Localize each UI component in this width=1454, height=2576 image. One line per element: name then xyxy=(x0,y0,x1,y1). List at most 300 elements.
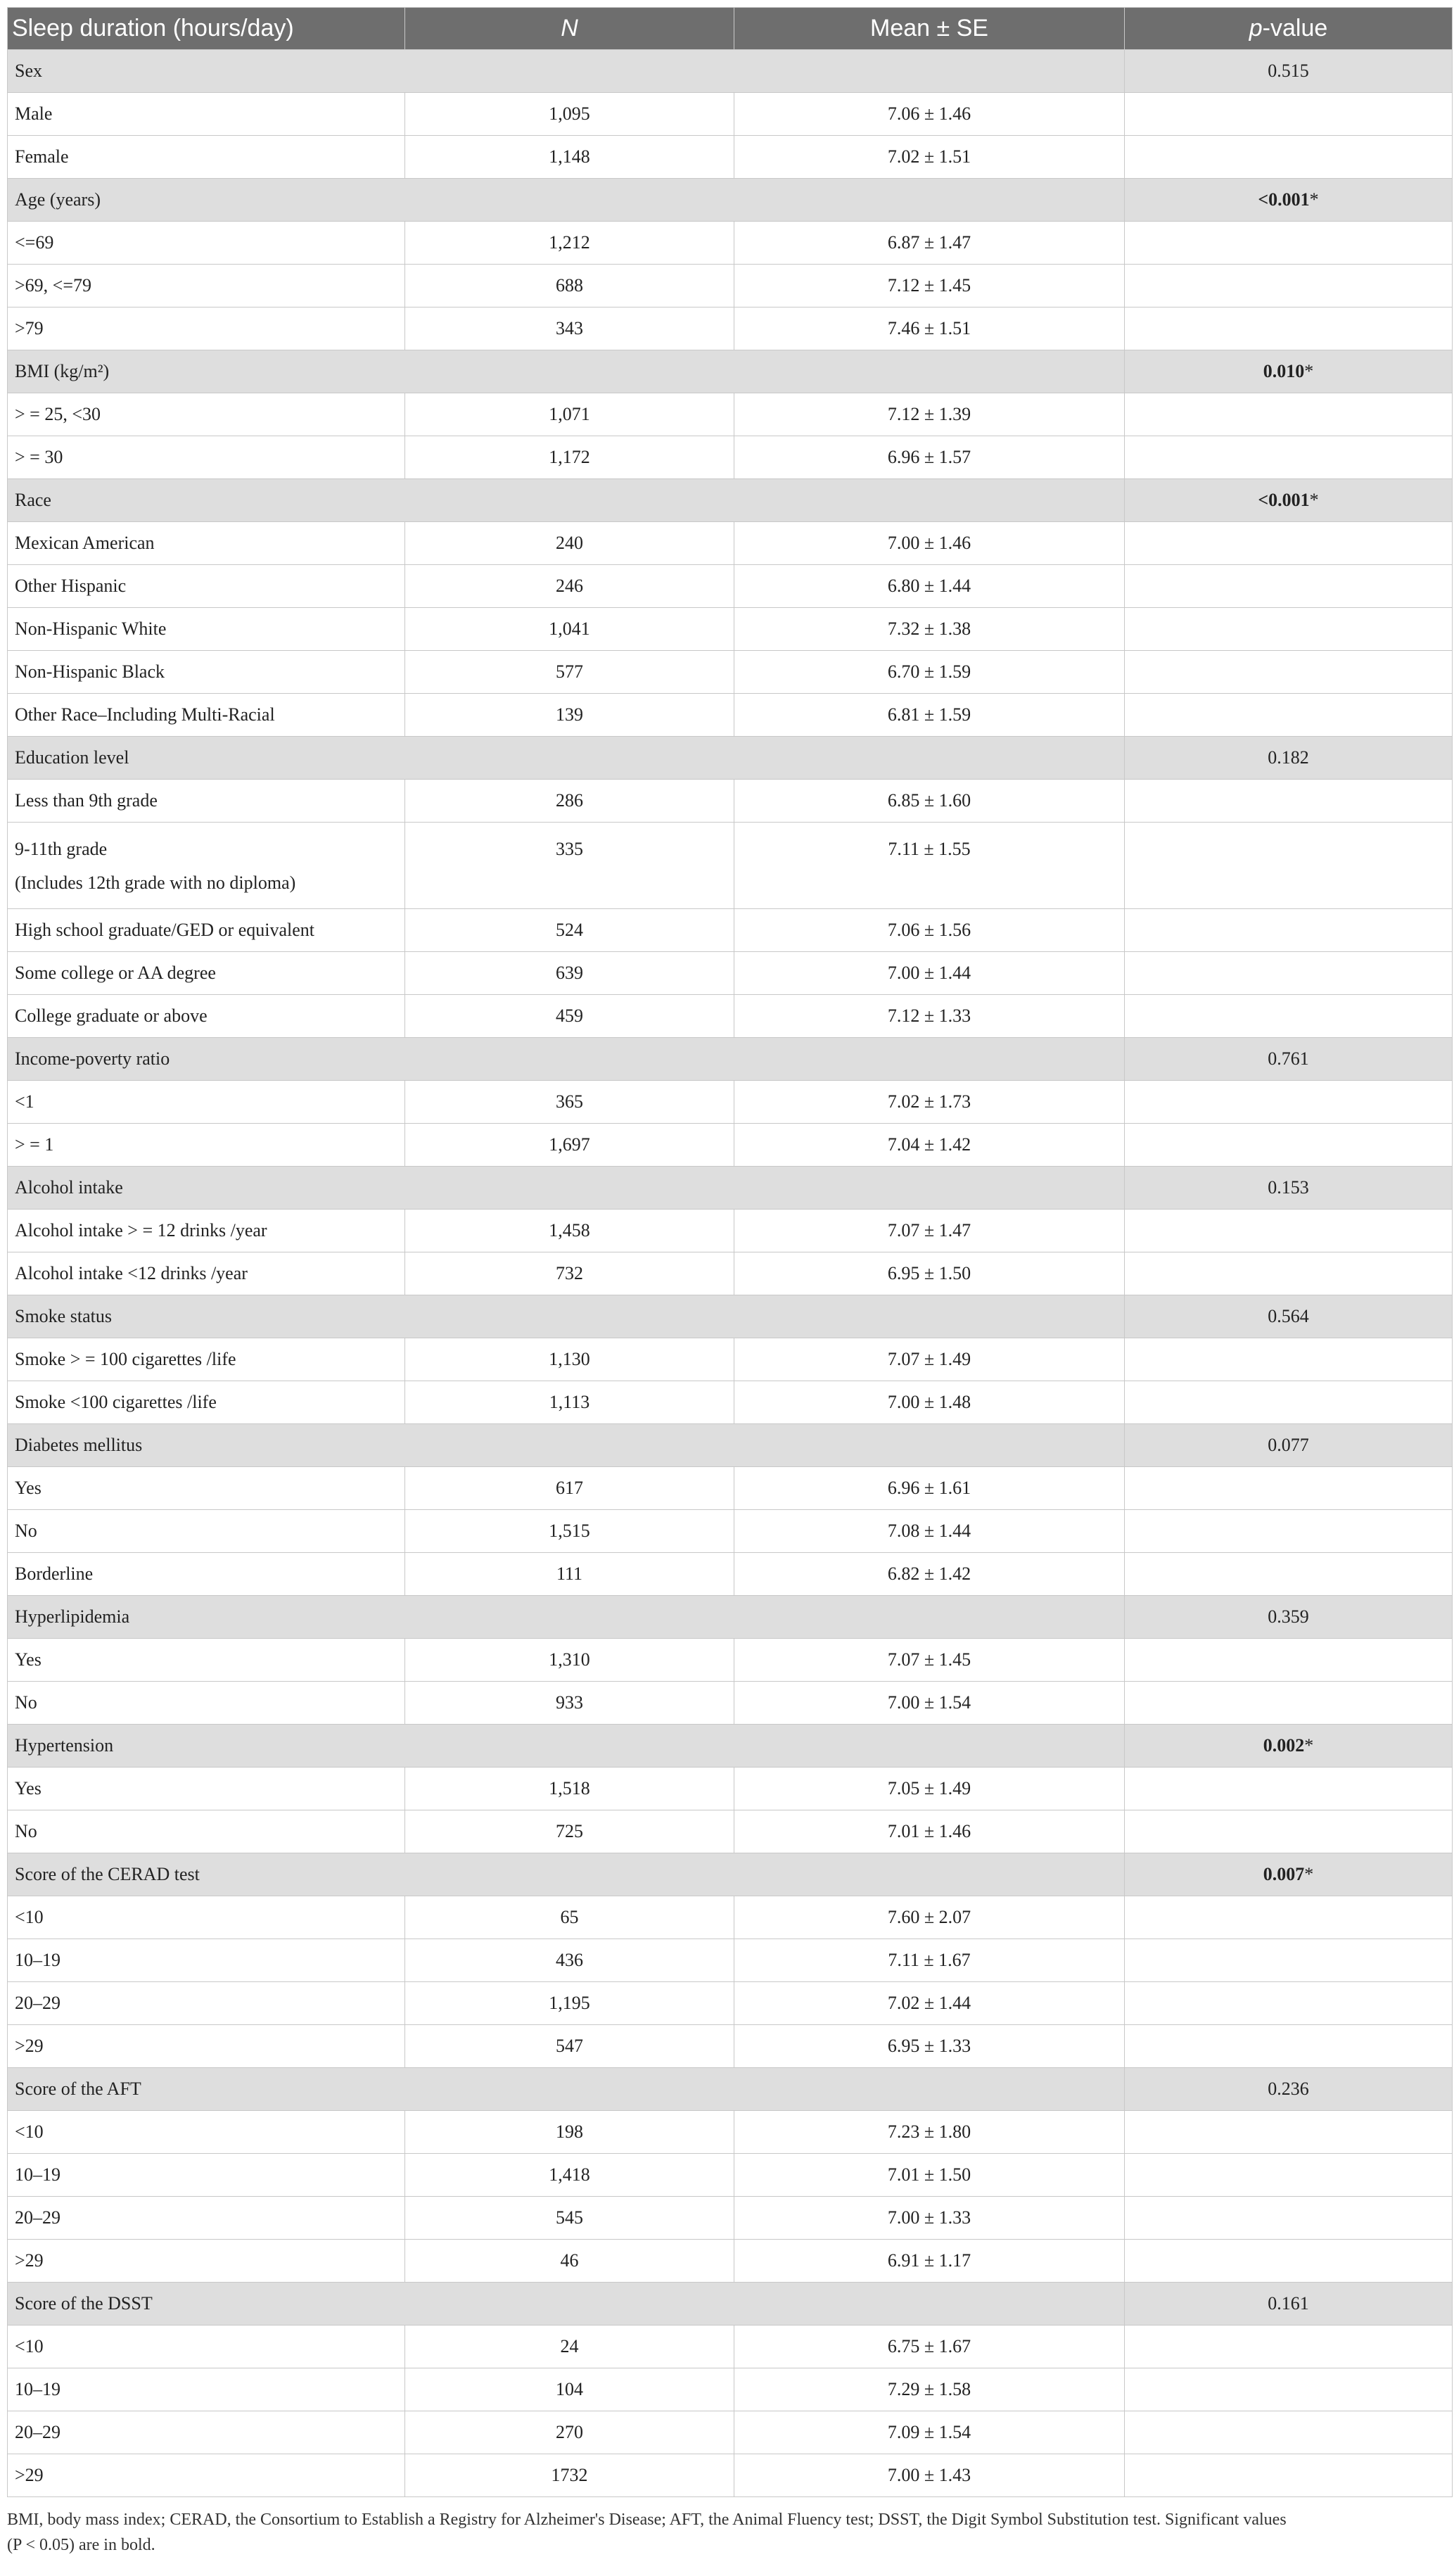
row-p-empty xyxy=(1125,1467,1453,1510)
row-label xyxy=(8,2154,405,2197)
row-label xyxy=(8,2411,405,2454)
row-label-text: >29 xyxy=(15,2036,44,2056)
row-label xyxy=(8,608,405,651)
row-mean-se: 6.82 ± 1.42 xyxy=(734,1553,1125,1596)
group-label: Race xyxy=(8,479,1125,522)
row-p-empty xyxy=(1125,909,1453,952)
table-row xyxy=(8,393,1453,436)
table-row xyxy=(8,522,1453,565)
table-row xyxy=(8,222,1453,265)
row-p-empty xyxy=(1125,952,1453,995)
row-label xyxy=(8,1939,405,1982)
header-p-italic: p xyxy=(1249,15,1263,42)
row-label-text: Smoke > = 100 cigarettes /life xyxy=(15,1349,236,1369)
row-p-empty xyxy=(1125,436,1453,479)
row-n: 1,458 xyxy=(405,1210,734,1252)
table-row xyxy=(8,2240,1453,2283)
row-n: 933 xyxy=(405,1682,734,1725)
row-p-empty xyxy=(1125,1768,1453,1810)
row-label-text: > = 1 xyxy=(15,1134,54,1155)
row-n: 24 xyxy=(405,2326,734,2368)
row-mean-se: 7.07 ± 1.49 xyxy=(734,1338,1125,1381)
p-value-number: 0.077 xyxy=(1268,1435,1309,1455)
row-n: 436 xyxy=(405,1939,734,1982)
table-row xyxy=(8,1768,1453,1810)
group-row xyxy=(8,1424,1453,1467)
group-p-value xyxy=(1125,2283,1453,2326)
table-row xyxy=(8,1467,1453,1510)
row-label-text: <1 xyxy=(15,1091,34,1112)
table-row xyxy=(8,2025,1453,2068)
group-label: Sex xyxy=(8,50,1125,93)
row-label-text: >29 xyxy=(15,2250,44,2271)
group-row xyxy=(8,1167,1453,1210)
group-label: Smoke status xyxy=(8,1295,1125,1338)
row-label-text: Female xyxy=(15,146,69,167)
row-p-empty xyxy=(1125,1810,1453,1853)
row-p-empty xyxy=(1125,1338,1453,1381)
row-label xyxy=(8,307,405,350)
row-label-text: Mexican American xyxy=(15,533,155,553)
significance-marker: * xyxy=(1309,490,1319,510)
row-mean-se: 7.08 ± 1.44 xyxy=(734,1510,1125,1553)
row-n: 545 xyxy=(405,2197,734,2240)
row-label xyxy=(8,2240,405,2283)
row-n: 1,095 xyxy=(405,93,734,136)
row-label xyxy=(8,909,405,952)
row-label xyxy=(8,694,405,737)
significance-marker: * xyxy=(1304,1864,1314,1884)
row-n: 732 xyxy=(405,1252,734,1295)
significance-marker: * xyxy=(1304,361,1314,381)
group-label: BMI (kg/m²) xyxy=(8,350,1125,393)
sleep-duration-table xyxy=(7,7,1453,2497)
group-p-value xyxy=(1125,1038,1453,1081)
group-p-value xyxy=(1125,50,1453,93)
p-value-number: <0.001 xyxy=(1258,189,1310,210)
p-value-number: 0.761 xyxy=(1268,1048,1309,1069)
row-label xyxy=(8,1768,405,1810)
row-label-text: Alcohol intake > = 12 drinks /year xyxy=(15,1220,267,1241)
group-p-value xyxy=(1125,2068,1453,2111)
row-n: 1,212 xyxy=(405,222,734,265)
row-mean-se: 7.23 ± 1.80 xyxy=(734,2111,1125,2154)
row-label xyxy=(8,265,405,307)
row-mean-se: 6.96 ± 1.61 xyxy=(734,1467,1125,1510)
table-row xyxy=(8,307,1453,350)
row-label-text: Alcohol intake <12 drinks /year xyxy=(15,1263,248,1283)
row-n: 725 xyxy=(405,1810,734,1853)
row-mean-se: 7.46 ± 1.51 xyxy=(734,307,1125,350)
table-row xyxy=(8,909,1453,952)
row-mean-se: 7.02 ± 1.51 xyxy=(734,136,1125,179)
row-label xyxy=(8,1124,405,1167)
table-body xyxy=(8,50,1453,2497)
row-label-text: <10 xyxy=(15,1907,44,1927)
table-row xyxy=(8,2154,1453,2197)
row-label-text: <=69 xyxy=(15,232,54,253)
row-n: 577 xyxy=(405,651,734,694)
row-p-empty xyxy=(1125,1210,1453,1252)
group-row xyxy=(8,1853,1453,1896)
row-n: 1,172 xyxy=(405,436,734,479)
table-row xyxy=(8,2411,1453,2454)
p-value-number: 0.161 xyxy=(1268,2293,1309,2314)
significance-marker: * xyxy=(1304,1735,1314,1756)
row-label-text: 10–19 xyxy=(15,1950,60,1970)
row-n: 459 xyxy=(405,995,734,1038)
row-label-text: 9-11th grade xyxy=(15,839,108,859)
row-label-text: 20–29 xyxy=(15,1993,60,2013)
p-value-number: 0.236 xyxy=(1268,2079,1309,2099)
p-value-number: 0.153 xyxy=(1268,1177,1309,1198)
row-label-text: 10–19 xyxy=(15,2164,60,2185)
row-label-text: No xyxy=(15,1521,37,1541)
row-n: 286 xyxy=(405,780,734,823)
table-row xyxy=(8,1124,1453,1167)
group-row xyxy=(8,179,1453,222)
row-mean-se: 7.01 ± 1.46 xyxy=(734,1810,1125,1853)
table-row xyxy=(8,995,1453,1038)
row-label xyxy=(8,780,405,823)
row-label-text: College graduate or above xyxy=(15,1005,208,1026)
row-mean-se: 7.11 ± 1.55 xyxy=(734,823,1125,909)
row-p-empty xyxy=(1125,2411,1453,2454)
p-value-number: 0.010 xyxy=(1263,361,1305,381)
row-mean-se: 7.01 ± 1.50 xyxy=(734,2154,1125,2197)
group-row xyxy=(8,737,1453,780)
row-mean-se: 6.96 ± 1.57 xyxy=(734,436,1125,479)
row-p-empty xyxy=(1125,2197,1453,2240)
row-n: 198 xyxy=(405,2111,734,2154)
row-p-empty xyxy=(1125,651,1453,694)
row-n: 104 xyxy=(405,2368,734,2411)
table-row xyxy=(8,952,1453,995)
row-n: 1,418 xyxy=(405,2154,734,2197)
p-value-number: 0.002 xyxy=(1263,1735,1305,1756)
group-row xyxy=(8,50,1453,93)
table-row xyxy=(8,93,1453,136)
row-p-empty xyxy=(1125,393,1453,436)
row-label xyxy=(8,1338,405,1381)
row-mean-se: 7.12 ± 1.33 xyxy=(734,995,1125,1038)
row-mean-se: 6.91 ± 1.17 xyxy=(734,2240,1125,2283)
row-n: 365 xyxy=(405,1081,734,1124)
row-p-empty xyxy=(1125,1553,1453,1596)
table-row xyxy=(8,1810,1453,1853)
row-p-empty xyxy=(1125,1639,1453,1682)
row-n: 1,697 xyxy=(405,1124,734,1167)
table-row xyxy=(8,651,1453,694)
group-p-value xyxy=(1125,350,1453,393)
row-label xyxy=(8,1810,405,1853)
p-value-number: 0.007 xyxy=(1263,1864,1305,1884)
row-p-empty xyxy=(1125,222,1453,265)
header-row xyxy=(8,8,1453,50)
table-row xyxy=(8,1510,1453,1553)
row-p-empty xyxy=(1125,823,1453,909)
row-mean-se: 7.12 ± 1.39 xyxy=(734,393,1125,436)
header-n: N xyxy=(405,8,734,50)
group-row xyxy=(8,1725,1453,1768)
row-label xyxy=(8,2368,405,2411)
row-label xyxy=(8,436,405,479)
row-label-text: <10 xyxy=(15,2336,44,2356)
table-row xyxy=(8,1381,1453,1424)
row-label-text: Non-Hispanic Black xyxy=(15,661,165,682)
row-label-text: Yes xyxy=(15,1478,42,1498)
row-mean-se: 7.60 ± 2.07 xyxy=(734,1896,1125,1939)
group-row xyxy=(8,2283,1453,2326)
p-value-number: 0.359 xyxy=(1268,1606,1309,1627)
group-p-value xyxy=(1125,179,1453,222)
row-label-text: Yes xyxy=(15,1778,42,1798)
group-label: Education level xyxy=(8,737,1125,780)
table-row xyxy=(8,2368,1453,2411)
table-footnote xyxy=(7,2507,1452,2558)
table-row xyxy=(8,1553,1453,1596)
row-mean-se: 7.00 ± 1.44 xyxy=(734,952,1125,995)
row-label-text: 20–29 xyxy=(15,2422,60,2442)
row-n: 1,071 xyxy=(405,393,734,436)
row-p-empty xyxy=(1125,93,1453,136)
table-row xyxy=(8,265,1453,307)
group-p-value xyxy=(1125,1596,1453,1639)
footnote-line-1: BMI, body mass index; CERAD, the Consortium to Establish a Registry for Alzheimer's Disease; AFT, the Animal Fluency test; DSST, the Digit Symbol Substitution test. Significant values xyxy=(7,2511,1287,2529)
row-label xyxy=(8,1553,405,1596)
row-label xyxy=(8,2111,405,2154)
row-p-empty xyxy=(1125,2368,1453,2411)
row-label xyxy=(8,1210,405,1252)
row-label xyxy=(8,1639,405,1682)
row-label-text: No xyxy=(15,1821,37,1841)
p-value-number: 0.515 xyxy=(1268,61,1309,81)
row-n: 1,041 xyxy=(405,608,734,651)
row-p-empty xyxy=(1125,694,1453,737)
row-n: 246 xyxy=(405,565,734,608)
row-p-empty xyxy=(1125,1381,1453,1424)
row-n: 111 xyxy=(405,1553,734,1596)
row-mean-se: 7.00 ± 1.43 xyxy=(734,2454,1125,2497)
row-mean-se: 7.02 ± 1.73 xyxy=(734,1081,1125,1124)
row-label-text: Less than 9th grade xyxy=(15,790,158,811)
row-n: 1,130 xyxy=(405,1338,734,1381)
row-p-empty xyxy=(1125,1896,1453,1939)
row-label xyxy=(8,1982,405,2025)
row-label-text: >79 xyxy=(15,318,44,338)
row-n: 688 xyxy=(405,265,734,307)
row-label-text: > = 25, <30 xyxy=(15,404,101,424)
row-n: 240 xyxy=(405,522,734,565)
row-label-text: <10 xyxy=(15,2121,44,2142)
row-label xyxy=(8,823,405,909)
p-value-number: 0.182 xyxy=(1268,747,1309,768)
row-n: 46 xyxy=(405,2240,734,2283)
table-row xyxy=(8,1338,1453,1381)
row-mean-se: 7.00 ± 1.48 xyxy=(734,1381,1125,1424)
row-p-empty xyxy=(1125,2025,1453,2068)
row-label-text: Other Hispanic xyxy=(15,576,127,596)
row-mean-se: 7.00 ± 1.46 xyxy=(734,522,1125,565)
group-row xyxy=(8,2068,1453,2111)
row-mean-se: 7.06 ± 1.46 xyxy=(734,93,1125,136)
row-mean-se: 7.29 ± 1.58 xyxy=(734,2368,1125,2411)
table-row xyxy=(8,2326,1453,2368)
table-row xyxy=(8,1081,1453,1124)
row-label xyxy=(8,1081,405,1124)
table-container xyxy=(7,7,1452,2558)
p-value-number: 0.564 xyxy=(1268,1306,1309,1326)
group-p-value xyxy=(1125,1295,1453,1338)
row-label xyxy=(8,93,405,136)
row-mean-se: 7.00 ± 1.54 xyxy=(734,1682,1125,1725)
row-n: 617 xyxy=(405,1467,734,1510)
row-p-empty xyxy=(1125,2326,1453,2368)
row-mean-se: 6.87 ± 1.47 xyxy=(734,222,1125,265)
header-p-value xyxy=(1125,8,1453,50)
table-row xyxy=(8,2111,1453,2154)
table-row xyxy=(8,694,1453,737)
row-label-text: High school graduate/GED or equivalent xyxy=(15,920,314,940)
row-n: 547 xyxy=(405,2025,734,2068)
row-mean-se: 7.09 ± 1.54 xyxy=(734,2411,1125,2454)
row-label-text: Smoke <100 cigarettes /life xyxy=(15,1392,217,1412)
significance-marker: * xyxy=(1309,189,1319,210)
row-label xyxy=(8,1682,405,1725)
table-row xyxy=(8,565,1453,608)
header-mean-se: Mean ± SE xyxy=(734,8,1125,50)
row-n: 1,148 xyxy=(405,136,734,179)
row-n: 639 xyxy=(405,952,734,995)
row-label xyxy=(8,2197,405,2240)
row-n: 335 xyxy=(405,823,734,909)
table-header xyxy=(8,8,1453,50)
table-row xyxy=(8,436,1453,479)
table-row xyxy=(8,2454,1453,2497)
group-p-value xyxy=(1125,737,1453,780)
table-row xyxy=(8,1939,1453,1982)
row-label-text: >29 xyxy=(15,2465,44,2485)
row-label-text: Some college or AA degree xyxy=(15,963,216,983)
row-p-empty xyxy=(1125,565,1453,608)
table-row xyxy=(8,1210,1453,1252)
row-n: 1,195 xyxy=(405,1982,734,2025)
row-mean-se: 6.95 ± 1.33 xyxy=(734,2025,1125,2068)
row-p-empty xyxy=(1125,265,1453,307)
table-row xyxy=(8,823,1453,909)
header-p-rest: -value xyxy=(1262,15,1328,42)
row-p-empty xyxy=(1125,2154,1453,2197)
row-p-empty xyxy=(1125,2454,1453,2497)
row-p-empty xyxy=(1125,995,1453,1038)
row-label-text: >69, <=79 xyxy=(15,275,91,296)
row-p-empty xyxy=(1125,522,1453,565)
row-label xyxy=(8,2025,405,2068)
table-row xyxy=(8,1639,1453,1682)
row-p-empty xyxy=(1125,1252,1453,1295)
group-p-value xyxy=(1125,1725,1453,1768)
group-label: Score of the AFT xyxy=(8,2068,1125,2111)
row-label xyxy=(8,651,405,694)
row-n: 1,515 xyxy=(405,1510,734,1553)
table-row xyxy=(8,1682,1453,1725)
header-sleep-duration: Sleep duration (hours/day) xyxy=(8,8,405,50)
row-n: 1,518 xyxy=(405,1768,734,1810)
group-p-value xyxy=(1125,1167,1453,1210)
row-label-text: > = 30 xyxy=(15,447,63,467)
row-label xyxy=(8,2326,405,2368)
row-label-text: Other Race–Including Multi-Racial xyxy=(15,704,275,725)
row-n: 139 xyxy=(405,694,734,737)
row-label xyxy=(8,995,405,1038)
row-mean-se: 6.80 ± 1.44 xyxy=(734,565,1125,608)
row-mean-se: 7.11 ± 1.67 xyxy=(734,1939,1125,1982)
row-label-subtext: (Includes 12th grade with no diploma) xyxy=(15,873,296,893)
row-p-empty xyxy=(1125,1081,1453,1124)
group-row xyxy=(8,479,1453,522)
row-p-empty xyxy=(1125,1939,1453,1982)
row-p-empty xyxy=(1125,2111,1453,2154)
row-p-empty xyxy=(1125,1510,1453,1553)
table-row xyxy=(8,1982,1453,2025)
row-mean-se: 6.75 ± 1.67 xyxy=(734,2326,1125,2368)
row-n: 1,310 xyxy=(405,1639,734,1682)
group-label: Hypertension xyxy=(8,1725,1125,1768)
footnote-line-2: (P < 0.05) are in bold. xyxy=(7,2536,155,2554)
row-label-text: Yes xyxy=(15,1649,42,1670)
group-label: Alcohol intake xyxy=(8,1167,1125,1210)
row-label xyxy=(8,222,405,265)
row-mean-se: 6.85 ± 1.60 xyxy=(734,780,1125,823)
row-mean-se: 7.00 ± 1.33 xyxy=(734,2197,1125,2240)
row-n: 1732 xyxy=(405,2454,734,2497)
row-label xyxy=(8,565,405,608)
row-label-text: Male xyxy=(15,103,53,124)
row-mean-se: 6.81 ± 1.59 xyxy=(734,694,1125,737)
table-row xyxy=(8,780,1453,823)
row-label-text: 20–29 xyxy=(15,2207,60,2228)
row-mean-se: 7.32 ± 1.38 xyxy=(734,608,1125,651)
table-row xyxy=(8,608,1453,651)
table-row xyxy=(8,136,1453,179)
row-label xyxy=(8,952,405,995)
row-label xyxy=(8,522,405,565)
row-mean-se: 7.07 ± 1.47 xyxy=(734,1210,1125,1252)
row-p-empty xyxy=(1125,1682,1453,1725)
group-label: Hyperlipidemia xyxy=(8,1596,1125,1639)
group-row xyxy=(8,1596,1453,1639)
group-p-value xyxy=(1125,479,1453,522)
group-label: Income-poverty ratio xyxy=(8,1038,1125,1081)
row-mean-se: 7.05 ± 1.49 xyxy=(734,1768,1125,1810)
row-label xyxy=(8,1467,405,1510)
row-mean-se: 6.95 ± 1.50 xyxy=(734,1252,1125,1295)
group-label: Score of the DSST xyxy=(8,2283,1125,2326)
group-row xyxy=(8,350,1453,393)
group-p-value xyxy=(1125,1853,1453,1896)
row-p-empty xyxy=(1125,2240,1453,2283)
row-n: 270 xyxy=(405,2411,734,2454)
row-label-text: Non-Hispanic White xyxy=(15,618,167,639)
row-label xyxy=(8,393,405,436)
row-label xyxy=(8,1252,405,1295)
row-n: 524 xyxy=(405,909,734,952)
group-label: Age (years) xyxy=(8,179,1125,222)
row-label xyxy=(8,2454,405,2497)
row-mean-se: 7.07 ± 1.45 xyxy=(734,1639,1125,1682)
row-label-text: Borderline xyxy=(15,1563,94,1584)
group-p-value xyxy=(1125,1424,1453,1467)
